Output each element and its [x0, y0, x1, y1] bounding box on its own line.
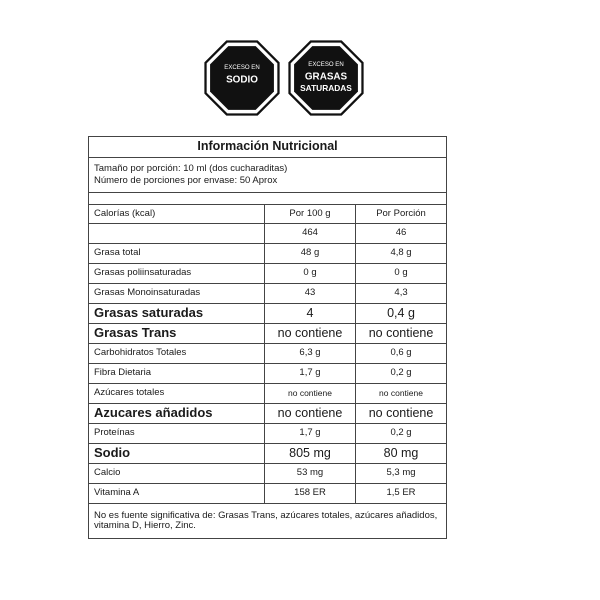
octagon-seal-icon — [204, 40, 280, 116]
nutrient-label: Calcio — [89, 464, 265, 484]
nutrient-label: Grasa total — [89, 244, 265, 264]
nutrient-label: Azucares añadidos — [89, 404, 265, 424]
table-row — [89, 444, 447, 464]
per-100g-value: no contiene — [265, 324, 356, 344]
nutrient-label: Grasas poliinsaturadas — [89, 264, 265, 284]
spacer-row — [89, 193, 447, 205]
per-portion-value: no contiene — [356, 384, 447, 404]
calories-row — [89, 224, 447, 244]
per-portion-value: 4,3 — [356, 284, 447, 304]
per-portion-value: 0,6 g — [356, 344, 447, 364]
calories-per-100g: 464 — [265, 224, 356, 244]
per-portion-value: no contiene — [356, 404, 447, 424]
table-row — [89, 244, 447, 264]
per-portion-value: 0,2 g — [356, 364, 447, 384]
table-row — [89, 384, 447, 404]
nutrient-label: Proteínas — [89, 424, 265, 444]
calories-per-portion: 46 — [356, 224, 447, 244]
nutrient-label: Azúcares totales — [89, 384, 265, 404]
sodium-warning-seal — [204, 40, 280, 116]
per-100g-header: Por 100 g — [265, 205, 356, 224]
per-portion-value: 0 g — [356, 264, 447, 284]
octagon-seal-icon — [288, 40, 364, 116]
nutrient-label: Sodio — [89, 444, 265, 464]
header-row — [89, 205, 447, 224]
per-100g-value: no contiene — [265, 384, 356, 404]
nutrition-facts-table — [88, 136, 447, 539]
portions-per-package: Número de porciones por envase: 50 Aprox — [94, 175, 278, 186]
per-100g-value: 1,7 g — [265, 364, 356, 384]
table-row — [89, 284, 447, 304]
saturated-fat-warning-seal — [288, 40, 364, 116]
nutrient-label: Grasas Monoinsaturadas — [89, 284, 265, 304]
nutrient-label: Fibra Dietaria — [89, 364, 265, 384]
per-100g-value: 805 mg — [265, 444, 356, 464]
per-100g-value: 0 g — [265, 264, 356, 284]
per-portion-value: 80 mg — [356, 444, 447, 464]
nutrient-label: Grasas saturadas — [89, 304, 265, 324]
nutrient-label: Carbohidratos Totales — [89, 344, 265, 364]
per-portion-value: 1,5 ER — [356, 484, 447, 504]
calories-label: Calorías (kcal) — [89, 205, 265, 224]
portion-row — [89, 158, 447, 193]
per-100g-value: 43 — [265, 284, 356, 304]
table-row — [89, 424, 447, 444]
per-portion-value: 4,8 g — [356, 244, 447, 264]
per-portion-value: no contiene — [356, 324, 447, 344]
per-portion-value: 5,3 mg — [356, 464, 447, 484]
table-row — [89, 484, 447, 504]
per-portion-header: Por Porción — [356, 205, 447, 224]
nutrient-label: Vitamina A — [89, 484, 265, 504]
per-100g-value: 53 mg — [265, 464, 356, 484]
per-100g-value: 158 ER — [265, 484, 356, 504]
not-significant-source-note: No es fuente significativa de: Grasas Trans, azúcares totales, azúcares añadidos, vitamina D, Hierro, Zinc. — [89, 504, 447, 539]
per-portion-value: 0,4 g — [356, 304, 447, 324]
table-row — [89, 344, 447, 364]
title-row — [89, 137, 447, 158]
table-row — [89, 404, 447, 424]
per-portion-value: 0,2 g — [356, 424, 447, 444]
note-row — [89, 504, 447, 539]
portion-size: Tamaño por porción: 10 ml (dos cucharaditas) — [94, 163, 288, 175]
per-100g-value: 1,7 g — [265, 424, 356, 444]
seal-text-line1: EXCESO EN — [224, 63, 260, 71]
per-100g-value: 48 g — [265, 244, 356, 264]
seal-text-line2: GRASAS — [304, 71, 348, 83]
per-100g-value: 6,3 g — [265, 344, 356, 364]
seal-text-line1: EXCESO EN — [308, 60, 344, 68]
spacer-cell — [89, 193, 447, 205]
table-row — [89, 464, 447, 484]
per-100g-value: 4 — [265, 304, 356, 324]
table-row — [89, 264, 447, 284]
portion-info — [89, 158, 447, 193]
table-row — [89, 304, 447, 324]
seal-text-line2: SODIO — [226, 74, 258, 86]
table-title: Información Nutricional — [89, 137, 447, 158]
table-row — [89, 364, 447, 384]
warning-seals — [0, 40, 600, 120]
seal-text-line3: SATURADAS — [300, 82, 352, 93]
calories-empty-cell — [89, 224, 265, 244]
per-100g-value: no contiene — [265, 404, 356, 424]
table-row — [89, 324, 447, 344]
nutrient-label: Grasas Trans — [89, 324, 265, 344]
